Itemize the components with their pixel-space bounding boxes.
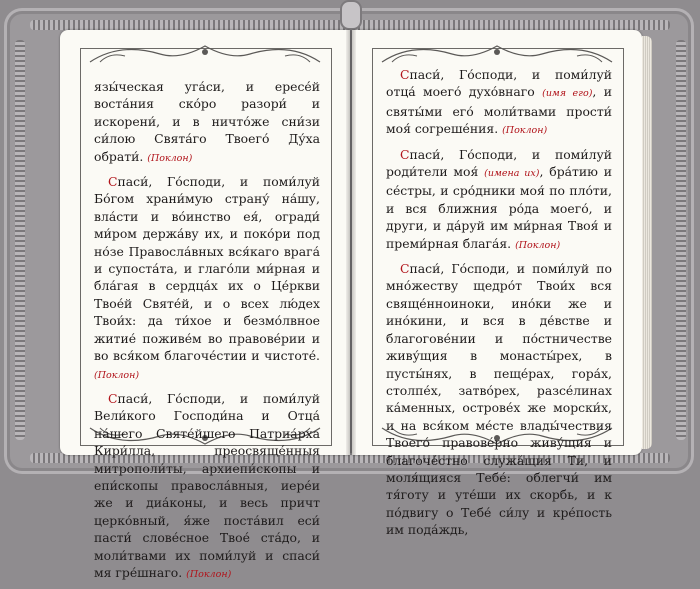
left-page-text <box>94 78 320 589</box>
zipper-pull <box>340 0 362 30</box>
prayer-paragraph <box>94 173 320 384</box>
red-initial: С <box>400 261 410 277</box>
paragraph-text: паси́, Го́споди, и поми́луй роди́тели моя́ <box>386 146 612 180</box>
bow-marker: (Поклон) <box>94 369 140 381</box>
prayer-paragraph <box>386 146 612 254</box>
prayer-paragraph <box>94 78 320 167</box>
name-marker: (имена их) <box>484 168 540 180</box>
paragraph-text: язы́ческая уга́си, и ересе́й воста́ния ско́ро разори́ и искорени́, и в ничто́же сни́зи си́лою Свята́го Твоего́ Ду́ха обрати́. <box>94 79 320 164</box>
red-initial: С <box>108 174 118 190</box>
right-page-text <box>386 66 612 545</box>
name-marker: (имя его) <box>542 88 593 100</box>
bow-marker: (Поклон) <box>186 568 232 580</box>
paragraph-text: паси́, Го́споди, и поми́луй отца́ моего́ духо́внаго <box>386 67 612 100</box>
bow-marker: (Поклон) <box>502 125 548 137</box>
page-edges <box>642 36 652 449</box>
zipper-right <box>676 40 686 440</box>
prayer-paragraph <box>386 260 612 539</box>
prayer-paragraph <box>94 390 320 583</box>
bow-marker: (Поклон) <box>147 152 193 164</box>
book-gutter <box>346 30 356 455</box>
bow-marker: (Поклон) <box>515 239 561 251</box>
paragraph-text: паси́, Го́споди, и поми́луй Вели́кого Господи́на и Отца́ на́шего Святе́йшего Патриа́рха Кири́лла, преосвяще́нныя митрополи́ты, архиепи́скопы и епи́скопы правосла́вныя, иере́и же и диа́коны, и весь причт церко́вный, я́же поста́вил еси́ пасти́ слове́сное Твое́ ста́до, и моли́твами их поми́луй и спаси́ мя гре́шнаго. <box>94 390 320 580</box>
red-initial: С <box>108 390 118 406</box>
paragraph-text: , бра́тию и се́стры, и сро́дники моя́ по пло́ти, и вся ближния ро́да моего́, и други, и да́руй им ми́рная Твоя́ и преми́рная блага́я. <box>386 164 612 251</box>
paragraph-text: паси́, Го́споди, и поми́луй по мно́жеству щедро́т Твои́х вся свяще́нноиноки, ино́ки же и ино́кини, и вся в де́встве и благогове́нии и по́стничестве живу́щия в монасты́рех, в пусты́нях, в пеще́рах, гора́х, столпе́х, затво́рех, разсе́линах ка́менных, острове́х же морски́х, и на вся́ком ме́сте влады́чествия Твоего́ правове́рно живу́щия и благоче́стно служа́щия Ти, и моля́щияся Тебе́: облегчи́ им тя́готу и уте́ши их скорбь, и к по́двигу о Тебе́ си́лу и кре́пость им пода́ждь, <box>386 261 612 538</box>
paragraph-text: паси́, Го́споди, и поми́луй Бо́гом храни́мую страну́ на́шу, вла́сти и во́инство ея́, огради́ ми́ром держа́ву их, и поко́ри под но́зе Правосла́вных вся́каго врага́ и супоста́та, и глаго́ли ми́рная и бла́гая в сердца́х их о Це́ркви Твое́й Святе́й, и о всех лю́дех Твои́х: да ти́хое и безмо́лвное житие́ поживе́м во правове́рии и во вся́ком благоче́стии и чистоте́. <box>94 174 320 364</box>
zipper-left <box>15 40 25 440</box>
paragraph-text: , и святы́ми его́ моли́твами прости́ моя́ согреше́ния. <box>386 84 612 137</box>
red-initial: С <box>400 67 410 82</box>
red-initial: С <box>400 146 410 162</box>
prayer-paragraph <box>386 66 612 140</box>
left-top-ornament <box>80 40 330 70</box>
